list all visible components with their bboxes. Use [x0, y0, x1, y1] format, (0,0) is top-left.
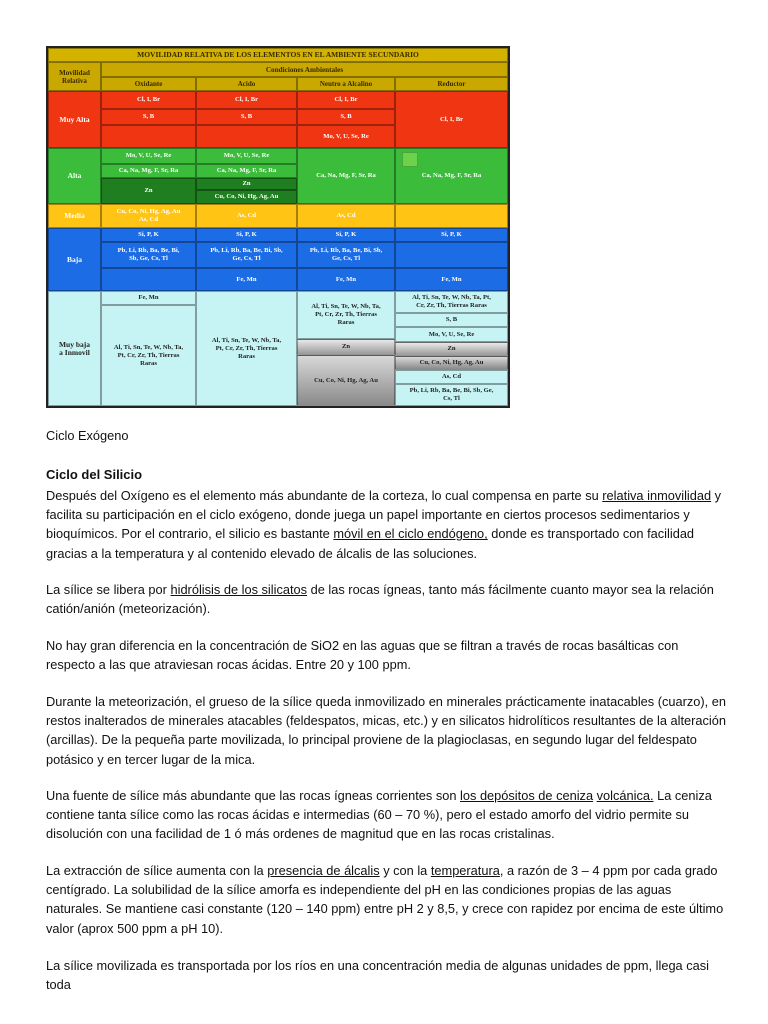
table-cell: Cl, I, Br — [101, 91, 196, 109]
underlined-text: móvil en el ciclo endógeno, — [333, 526, 488, 542]
table-cell: Ca, Na, Mg, F, Sr, Ra — [101, 164, 196, 178]
text-run: Después del Oxígeno es el elemento más abundante de la corteza, lo cual compensa en parte su — [46, 488, 603, 503]
table-cell: As, Cd — [297, 204, 395, 228]
table-cell: Pb, Li, Rb, Ba, Be, Bi, Sb, Ge, Cs, Tl — [297, 242, 395, 268]
text-run: donde es transportado con facilidad gracias a la temperatura y al contenido elevado de álcalis de las soluciones. — [46, 526, 695, 561]
text-run: Una fuente de sílice más abundante que las rocas ígneas corrientes son — [46, 788, 461, 803]
table-cell: Fe, Mn — [196, 268, 297, 291]
paragraph: No hay gran diferencia en la concentración de SiO2 en las aguas que se filtran a través de rocas basálticas con respecto a las que atraviesan rocas ácidas. Entre 20 y 100 ppm. — [46, 638, 679, 673]
table-cell: Mo, V, U, Se, Re — [297, 125, 395, 148]
table-cell: S, B — [101, 109, 196, 125]
figure-caption: Ciclo Exógeno — [46, 428, 129, 443]
text-run: y con la — [379, 863, 431, 878]
underlined-text: volcánica. — [596, 788, 654, 803]
table-cell: Al, Ti, Sn, Te, W, Nb, Ta, Pt, Cr, Zr, Th, Tierras Raras — [395, 291, 508, 313]
text-run: La sílice se libera por — [46, 582, 171, 597]
table-cell: S, B — [196, 109, 297, 125]
table-cell: Fe, Mn — [101, 291, 196, 305]
table-cell: Cl, I, Br — [196, 91, 297, 109]
row-label-muy-alta: Muy Alta — [48, 91, 101, 148]
row-label-media: Media — [48, 204, 101, 228]
table-cell — [101, 268, 196, 291]
table-cell: Zn — [101, 178, 196, 204]
table-cell: Cl, I, Br — [297, 91, 395, 109]
paragraph — [46, 580, 730, 618]
text-run: de las rocas ígneas, tanto más fácilmente cuanto mayor sea la relación catión/anión (meteorización). — [46, 582, 714, 617]
conditions-header: Condiciones Ambientales — [101, 62, 508, 77]
table-cell — [395, 242, 508, 268]
table-cell: S, B — [395, 313, 508, 327]
underlined-text: temperatura — [430, 863, 500, 878]
table-cell: Fe, Mn — [297, 268, 395, 291]
row-label-baja: Baja — [48, 228, 101, 291]
table-cell: Ca, Na, Mg, F, Sr, Ra — [196, 164, 297, 178]
section-heading: Ciclo del Silicio — [46, 467, 143, 482]
column-header-reductor: Reductor — [395, 77, 508, 91]
table-cell: Si, P, K — [395, 228, 508, 242]
column-header-acido: Acido — [196, 77, 297, 91]
table-cell: Mo, V, U, Se, Re — [196, 148, 297, 164]
table-cell: S, B — [297, 109, 395, 125]
highlight-square — [402, 152, 418, 167]
table-cell: Al, Ti, Sn, Te, W, Nb, Ta, Pt, Cr, Zr, Th, Tierras Raras — [196, 291, 297, 406]
table-cell: Ca, Na, Mg, F, Sr, Ra — [395, 148, 508, 204]
table-cell: Cu, Co, Ni, Hg, Ag, Au — [297, 355, 395, 406]
table-cell: As, Cd — [196, 204, 297, 228]
table-cell: Si, P, K — [297, 228, 395, 242]
text-run: , a razón de 3 – 4 ppm por cada grado centígrado. La solubilidad de la sílice amorfa es independiente del pH en las condiciones propias de las aguas naturales. Se mantiene casi constante (120 – 140 ppm) entre pH 2 y 8,5, y crece con rapidez por encima de este último valor (aprox 500 ppm a pH 10). — [46, 863, 724, 936]
table-cell — [395, 204, 508, 228]
table-cell: Zn — [395, 342, 508, 356]
row-label-alta: Alta — [48, 148, 101, 204]
underlined-text: hidrólisis de los silicatos — [170, 582, 308, 597]
row-label-muy-baja: Muy baja a Inmovil — [48, 291, 101, 406]
column-header-oxidante: Oxidante — [101, 77, 196, 91]
table-cell: Cu, Co, Ni, Hg, Ag, Au — [196, 190, 297, 204]
table-cell: Si, P, K — [101, 228, 196, 242]
table-title: MOVILIDAD RELATIVA DE LOS ELEMENTOS EN EL AMBIENTE SECUNDARIO — [48, 48, 508, 62]
row-header: Movilidad Relativa — [48, 62, 101, 91]
table-cell: Pb, Li, Rb, Ba, Be, Bi, Sb, Ge, Cs, Tl — [395, 384, 508, 406]
table-cell: Ca, Na, Mg, F, Sr, Ra — [297, 148, 395, 204]
table-cell: Mo, V, U, Se, Re — [101, 148, 196, 164]
paragraph — [46, 786, 730, 844]
underlined-text: relativa inmovilidad — [602, 488, 712, 503]
table-cell: Pb, Li, Rb, Ba, Be, Bi, Sb, Ge, Cs, Tl — [101, 242, 196, 268]
table-cell: Si, P, K — [196, 228, 297, 242]
table-cell: Mo, V, U, Se, Re — [395, 327, 508, 342]
column-header-neutro: Neutro a Alcalino — [297, 77, 395, 91]
paragraph: La sílice movilizada es transportada por los ríos en una concentración media de algunas unidades de ppm, llega casi toda — [46, 958, 709, 993]
element-mobility-table — [46, 46, 510, 408]
underlined-text: presencia de álcalis — [267, 863, 380, 878]
table-cell: Cl, I, Br — [395, 91, 508, 148]
table-cell: Al, Ti, Sn, Te, W, Nb, Ta, Pt, Cr, Zr, Th, Tierras Raras — [297, 291, 395, 339]
table-cell: Cu, Co, Ni, Hg, Ag, Au — [395, 356, 508, 370]
paragraph: Durante la meteorización, el grueso de la sílice queda inmovilizado en minerales prácticamente inatacables (cuarzo), en restos inalterados de minerales atacables (feldespatos, micas, etc.) y en silicatos hidrolíticos resultantes de la alteración (arcillas). De la pequeña parte movilizada, lo principal proviene de la plagioclasas, en segundo lugar del feldespato potásico y en tercer lugar de la mica. — [46, 694, 727, 767]
text-run: y facilita su participación en el ciclo exógeno, donde juega un papel importante en ciertos procesos sedimentarios y bioquímicos. Por el contrario, el silicio es bastante — [46, 488, 722, 542]
table-cell: Fe, Mn — [395, 268, 508, 291]
table-cell: Cu, Co, Ni, Hg, Ag, Au As, Cd — [101, 204, 196, 228]
table-cell: Al, Ti, Sn, Te, W, Nb, Ta, Pt, Cr, Zr, Th, Tierras Raras — [101, 305, 196, 406]
table-cell: Zn — [196, 178, 297, 190]
table-cell — [101, 125, 196, 148]
text-run: La ceniza contiene tanta sílice como las rocas ácidas e intermedias (60 – 70 %), pero el estado amorfo del vidrio permite su disolución con una facilidad de 1 ó más ordenes de magnitud que en las rocas cristalinas. — [46, 788, 712, 842]
text-run: La extracción de sílice aumenta con la — [46, 863, 268, 878]
table-cell: As, Cd — [395, 370, 508, 384]
table-cell: Zn — [297, 339, 395, 355]
paragraph — [46, 486, 730, 563]
table-cell — [196, 125, 297, 148]
table-cell: Pb, Li, Rb, Ba, Be, Bi, Sb, Ge, Cs, Tl — [196, 242, 297, 268]
underlined-text: los depósitos de ceniza — [460, 788, 594, 803]
paragraph — [46, 861, 730, 938]
